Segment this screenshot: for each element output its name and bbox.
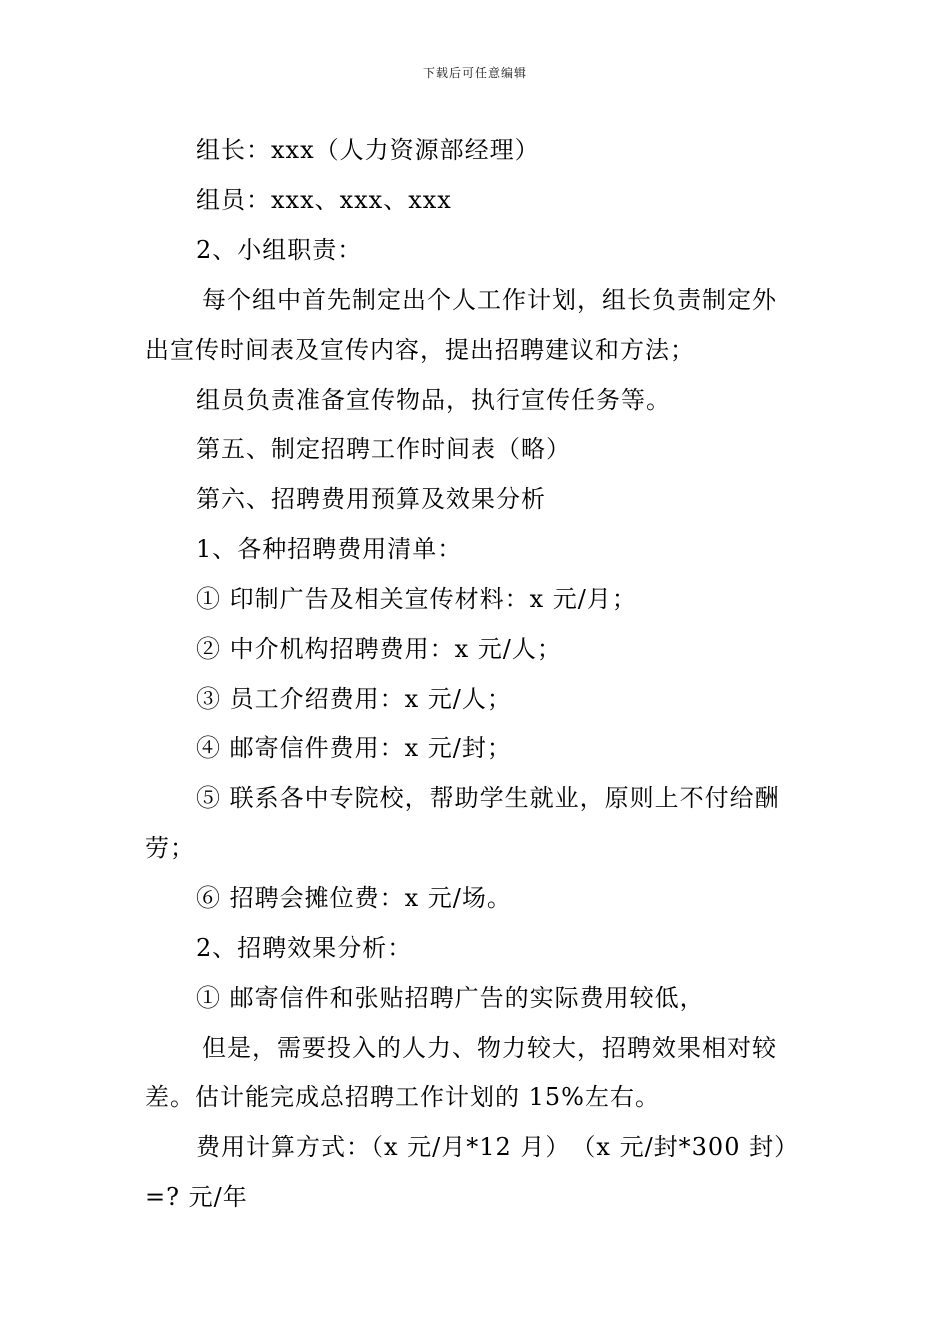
paragraph-line: 但是，需要投入的人力、物力较大，招聘效果相对较 [202, 1034, 777, 1062]
paragraph-line: 差。估计能完成总招聘工作计划的 15%左右。 [145, 1083, 660, 1111]
paragraph-line: 第六、招聘费用预算及效果分析 [196, 485, 546, 513]
paragraph-line: ② 中介机构招聘费用：x 元/人； [196, 635, 562, 663]
paragraph-line: ⑥ 招聘会摊位费：x 元/场。 [196, 884, 512, 912]
paragraph-line: 每个组中首先制定出个人工作计划，组长负责制定外 [202, 286, 777, 314]
paragraph-line: 组长：xxx（人力资源部经理） [196, 136, 540, 164]
paragraph-line: 组员：xxx、xxx、xxx [196, 186, 452, 214]
paragraph-line: ① 印制广告及相关宣传材料：x 元/月； [196, 585, 637, 613]
paragraph-line: 劳； [145, 834, 195, 862]
paragraph-line: 1、各种招聘费用清单： [196, 535, 463, 563]
paragraph-line: 2、招聘效果分析： [196, 934, 413, 962]
paragraph-line: ⑤ 联系各中专院校，帮助学生就业，原则上不付给酬 [196, 784, 780, 812]
header-note: 下载后可任意编辑 [422, 66, 527, 80]
paragraph-line: 组员负责准备宣传物品，执行宣传任务等。 [196, 386, 671, 414]
paragraph-line: 出宣传时间表及宣传内容，提出招聘建议和方法； [145, 336, 695, 364]
paragraph-line: ④ 邮寄信件费用：x 元/封； [196, 734, 512, 762]
paragraph-line: 费用计算方式：（x 元/月*12 月） （x 元/封*300 封） [196, 1133, 800, 1161]
paragraph-line: =? 元/年 [145, 1183, 248, 1211]
paragraph-line: ① 邮寄信件和张贴招聘广告的实际费用较低， [196, 984, 705, 1012]
paragraph-line: ③ 员工介绍费用：x 元/人； [196, 685, 512, 713]
paragraph-line: 2、小组职责： [196, 236, 363, 264]
paragraph-line: 第五、制定招聘工作时间表（略） [196, 435, 571, 463]
